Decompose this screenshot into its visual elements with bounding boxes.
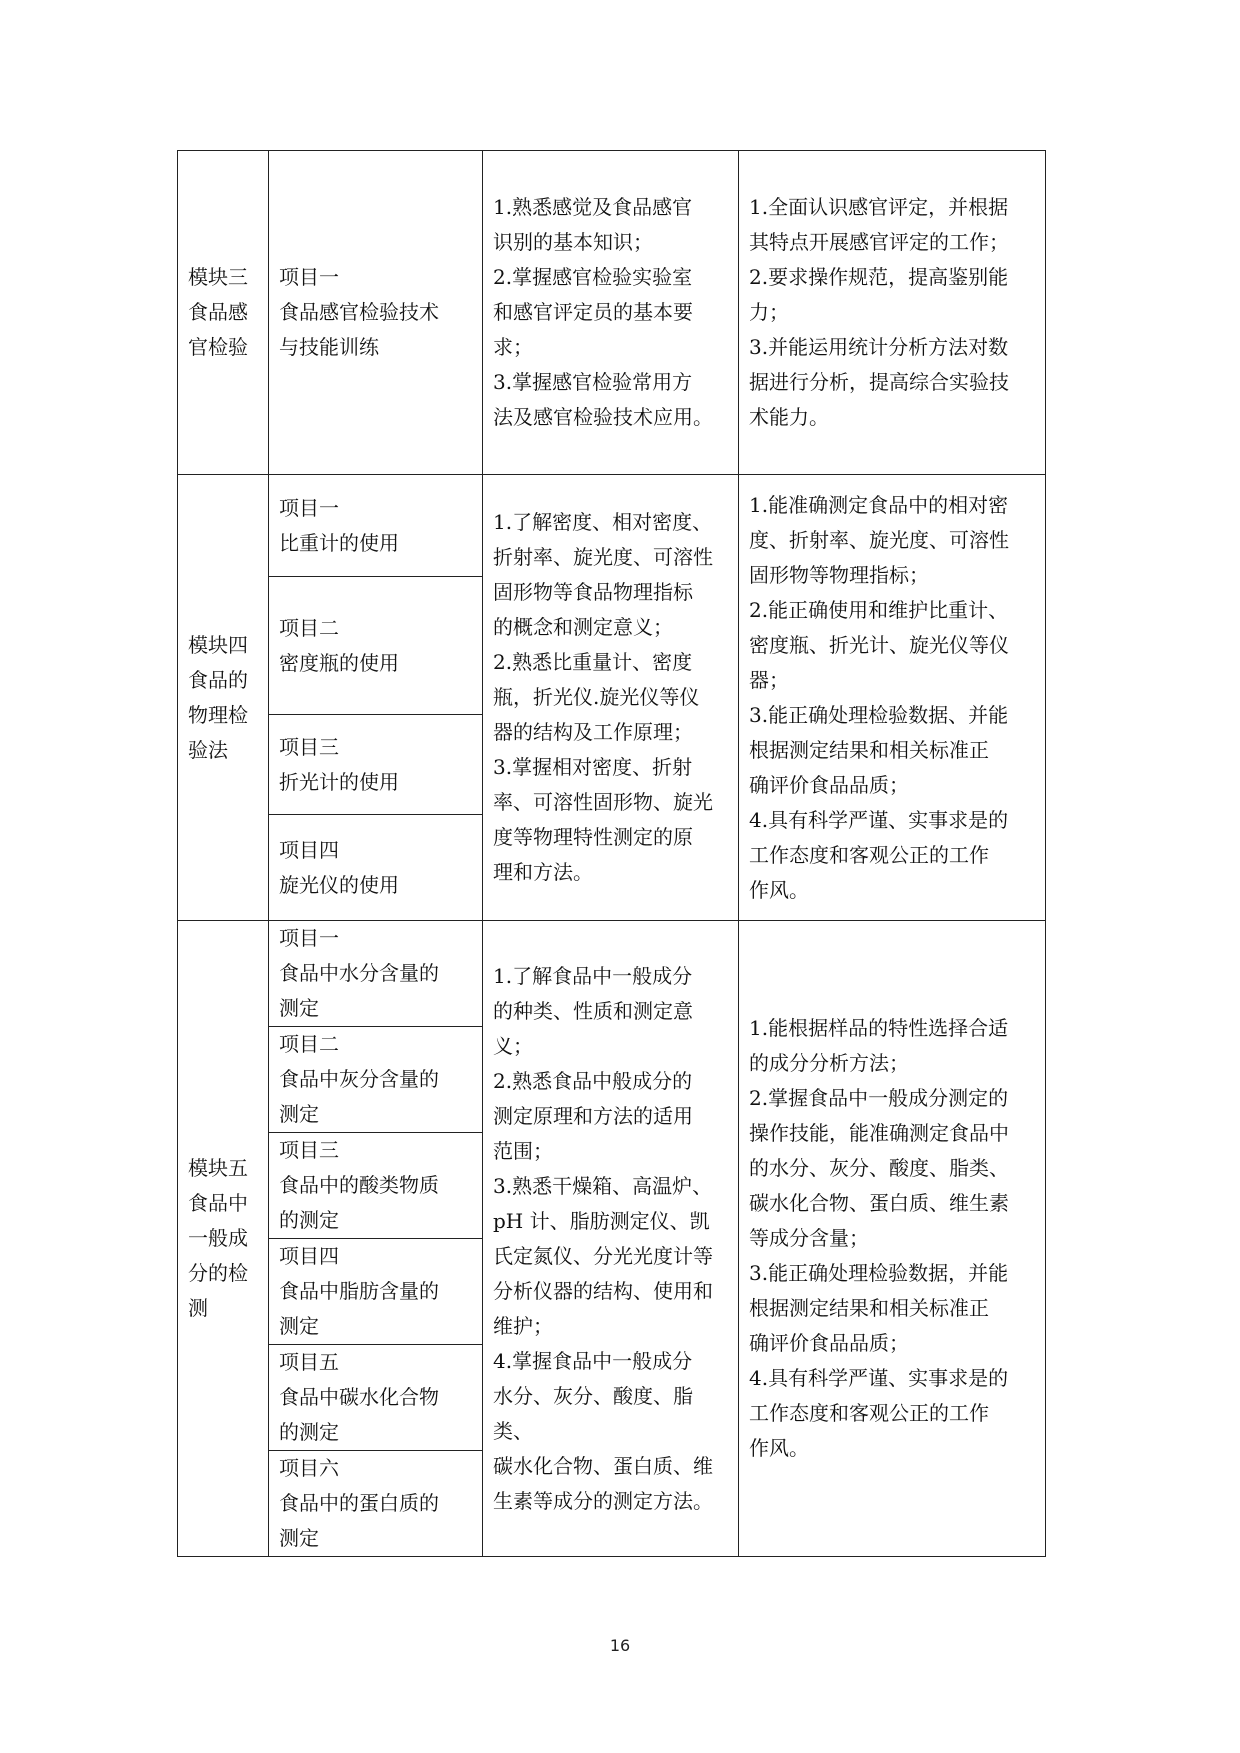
skill-line: 术能力。 [749, 405, 829, 429]
project-cell [269, 921, 483, 1027]
module-name-line: 模块三 [188, 265, 248, 289]
knowledge-line: 和感官评定员的基本要 [493, 300, 693, 324]
knowledge-line: 3.掌握感官检验常用方 [493, 370, 693, 394]
project-label: 项目四 [279, 837, 339, 862]
project-title-line: 食品中的蛋白质的 [279, 1491, 439, 1515]
project-title-line: 测定 [279, 996, 319, 1020]
module-name-cell [178, 475, 269, 921]
skill-line: 密度瓶、折光计、旋光仪等仪 [749, 632, 1009, 657]
project-title-line: 的测定 [279, 1208, 339, 1232]
module-name-line: 食品感 [188, 300, 248, 324]
knowledge-line: 折射率、旋光度、可溶性 [493, 545, 713, 569]
knowledge-cell [483, 475, 739, 921]
skill-line: 其特点开展感官评定的工作； [749, 230, 1009, 254]
project-title-line: 食品中碳水化合物 [279, 1385, 439, 1409]
project-title-line: 的测定 [279, 1420, 339, 1444]
knowledge-line: 2.熟悉食品中般成分的 [493, 1068, 693, 1093]
skill-line: 确评价食品品质； [749, 772, 909, 797]
skill-line: 4.具有科学严谨、实事求是的 [749, 807, 1009, 832]
project-title-line: 食品感官检验技术 [279, 300, 439, 324]
project-cell [269, 1239, 483, 1345]
project-title-line: 食品中灰分含量的 [279, 1067, 439, 1091]
skills-cell [739, 921, 1046, 1557]
project-title-line: 测定 [279, 1526, 319, 1550]
project-label: 项目三 [279, 734, 339, 759]
project-title-line: 食品中水分含量的 [279, 961, 439, 985]
module-name-line: 一般成 [188, 1226, 248, 1250]
knowledge-line: 3.掌握相对密度、折射 [493, 755, 693, 779]
project-cell [269, 1345, 483, 1451]
skill-line: 1.能准确测定食品中的相对密 [749, 492, 1009, 517]
project-cell [269, 715, 483, 815]
knowledge-line: 维护； [493, 1313, 553, 1338]
project-title-line: 折光计的使用 [279, 769, 399, 794]
page-number: 16 [609, 1636, 631, 1655]
project-cell [269, 1451, 483, 1557]
project-title-line: 密度瓶的使用 [279, 650, 399, 675]
module-name-cell [178, 151, 269, 475]
knowledge-line: 固形物等食品物理指标 [493, 580, 693, 604]
skill-line: 3.并能运用统计分析方法对数 [749, 335, 1009, 359]
skill-line: 碳水化合物、蛋白质、维生素 [749, 1191, 1009, 1215]
project-cell [269, 1133, 483, 1239]
skill-line: 据进行分析，提高综合实验技 [749, 370, 1009, 394]
knowledge-line: 1.了解密度、相对密度、 [493, 510, 713, 534]
project-title-line: 旋光仪的使用 [279, 872, 399, 897]
module-name-cell [178, 921, 269, 1557]
skill-line: 2.掌握食品中一般成分测定的 [749, 1086, 1009, 1110]
skill-line: 操作技能，能准确测定食品中 [749, 1121, 1009, 1145]
project-label: 项目一 [279, 265, 339, 289]
skill-line: 1.全面认识感官评定，并根据 [749, 195, 1009, 219]
module-row [178, 151, 1046, 475]
project-cell [269, 1027, 483, 1133]
knowledge-line: 率、可溶性固形物、旋光 [493, 790, 713, 814]
knowledge-line: 范围； [493, 1138, 553, 1163]
skill-line: 根据测定结果和相关标准正 [749, 1296, 989, 1320]
skill-line: 1.能根据样品的特性选择合适 [749, 1016, 1009, 1040]
skills-cell [739, 475, 1046, 921]
knowledge-line: 4.掌握食品中一般成分 [493, 1348, 693, 1373]
module-name-line: 食品中 [188, 1191, 248, 1215]
knowledge-cell [483, 151, 739, 475]
project-title-line: 比重计的使用 [279, 530, 399, 555]
knowledge-line: pH 计、脂肪测定仪、凯 [493, 1208, 710, 1233]
module-name-line: 食品的 [188, 667, 248, 692]
project-title-line: 食品中脂肪含量的 [279, 1279, 439, 1303]
knowledge-line: 度等物理特性测定的原 [493, 825, 693, 849]
knowledge-line: 1.了解食品中一般成分 [493, 963, 693, 988]
skills-cell [739, 151, 1046, 475]
knowledge-line: 的概念和测定意义； [493, 615, 673, 639]
module-name-line: 验法 [188, 737, 228, 762]
project-label: 项目二 [279, 615, 339, 640]
module-name-line: 官检验 [188, 335, 248, 359]
skill-line: 器； [749, 667, 789, 692]
project-title-line: 测定 [279, 1102, 319, 1126]
skill-line: 作风。 [749, 1436, 809, 1460]
knowledge-line: 瓶，折光仪.旋光仪等仪 [493, 685, 700, 709]
project-label: 项目一 [279, 495, 339, 520]
knowledge-line: 碳水化合物、蛋白质、维 [493, 1453, 713, 1478]
skill-line: 工作态度和客观公正的工作 [749, 1401, 989, 1425]
module-row [178, 921, 1046, 1027]
knowledge-line: 的种类、性质和测定意 [493, 998, 693, 1023]
module-name-line: 模块五 [188, 1156, 248, 1180]
knowledge-line: 3.熟悉干燥箱、高温炉、 [493, 1173, 713, 1198]
project-title-line: 测定 [279, 1314, 319, 1338]
project-label: 项目六 [279, 1456, 339, 1480]
knowledge-line: 分析仪器的结构、使用和 [493, 1278, 713, 1303]
knowledge-line: 求； [493, 335, 533, 359]
module-name-line: 模块四 [188, 632, 248, 657]
skill-line: 2.要求操作规范，提高鉴别能 [749, 265, 1009, 289]
skill-line: 根据测定结果和相关标准正 [749, 737, 989, 762]
knowledge-line: 生素等成分的测定方法。 [493, 1488, 713, 1513]
skill-line: 3.能正确处理检验数据，并能 [749, 1261, 1009, 1285]
module-name-line: 测 [188, 1296, 208, 1320]
skill-line: 的水分、灰分、酸度、脂类、 [749, 1156, 1009, 1180]
knowledge-line: 2.掌握感官检验实验室 [493, 265, 693, 289]
project-cell [269, 577, 483, 715]
skill-line: 4.具有科学严谨、实事求是的 [749, 1366, 1009, 1390]
project-title-line: 食品中的酸类物质 [279, 1173, 439, 1197]
knowledge-line: 义； [493, 1033, 533, 1058]
knowledge-line: 1.熟悉感觉及食品感官 [493, 195, 693, 219]
skill-line: 等成分含量； [749, 1226, 869, 1250]
module-name-line: 物理检 [188, 702, 248, 727]
knowledge-line: 识别的基本知识； [493, 230, 653, 254]
skill-line: 2.能正确使用和维护比重计、 [749, 597, 1009, 622]
project-cell [269, 475, 483, 577]
project-label: 项目五 [279, 1350, 339, 1374]
project-label: 项目四 [279, 1244, 339, 1268]
knowledge-line: 法及感官检验技术应用。 [493, 405, 713, 429]
course-table [177, 150, 1046, 1557]
project-label: 项目三 [279, 1138, 339, 1162]
skill-line: 3.能正确处理检验数据、并能 [749, 702, 1009, 727]
project-cell [269, 151, 483, 475]
skill-line: 固形物等物理指标； [749, 562, 929, 587]
skill-line: 力； [749, 300, 789, 324]
skill-line: 度、折射率、旋光度、可溶性 [749, 527, 1009, 552]
module-row [178, 475, 1046, 577]
knowledge-line: 测定原理和方法的适用 [493, 1103, 693, 1128]
project-title-line: 与技能训练 [279, 335, 379, 359]
project-cell [269, 815, 483, 921]
knowledge-line: 2.熟悉比重量计、密度 [493, 650, 693, 674]
skill-line: 工作态度和客观公正的工作 [749, 842, 989, 867]
project-label: 项目二 [279, 1032, 339, 1056]
knowledge-line: 水分、灰分、酸度、脂类、 [493, 1383, 693, 1443]
skill-line: 的成分分析方法； [749, 1051, 909, 1075]
knowledge-line: 理和方法。 [493, 860, 593, 884]
skill-line: 作风。 [749, 877, 809, 902]
module-name-line: 分的检 [188, 1261, 248, 1285]
skill-line: 确评价食品品质； [749, 1331, 909, 1355]
project-label: 项目一 [279, 926, 339, 950]
knowledge-line: 器的结构及工作原理； [493, 720, 693, 744]
knowledge-cell [483, 921, 739, 1557]
knowledge-line: 氏定氮仪、分光光度计等 [493, 1243, 713, 1268]
